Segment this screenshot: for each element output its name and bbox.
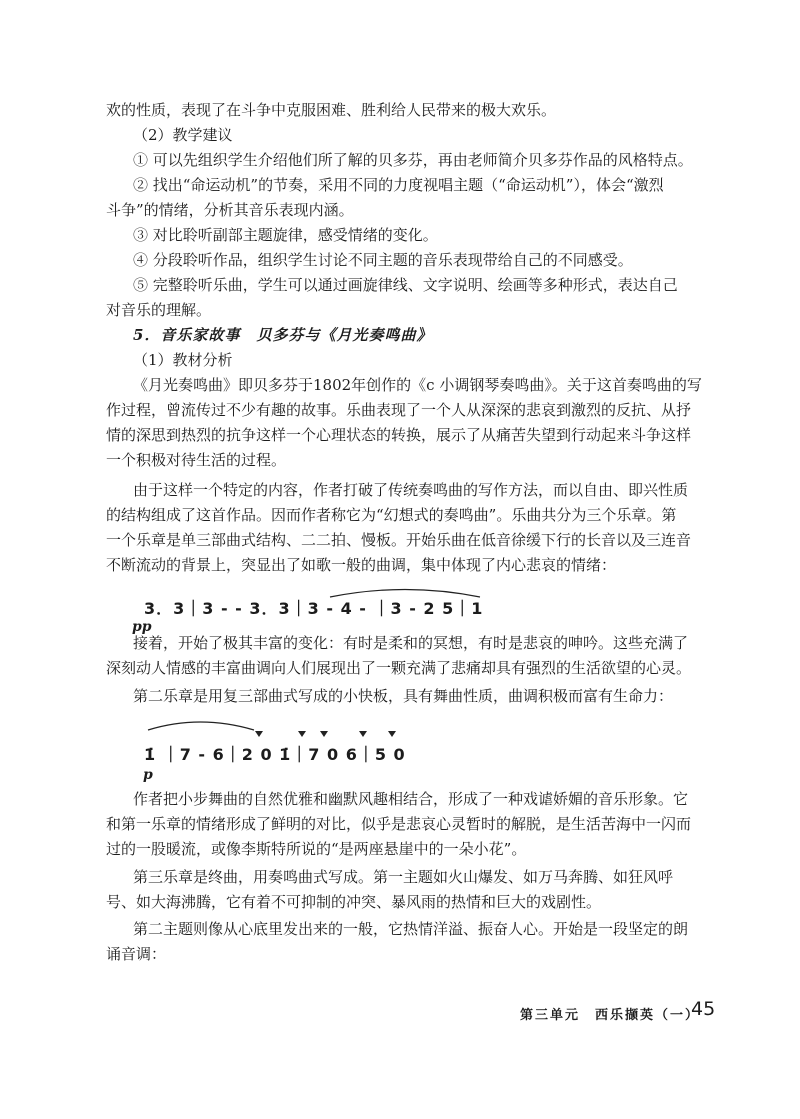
- section-title: 5．音乐家故事 贝多芬与《月光奏鸣曲》: [133, 326, 433, 344]
- paragraph-line: 不断流动的背景上，突显出了如歌一般的曲调，集中体现了内心悲哀的情绪：: [106, 556, 617, 574]
- paragraph-line: 第二乐章是用复三部曲式写成的小快板，具有舞曲性质，曲调积极而富有生命力：: [133, 687, 674, 705]
- dynamic-marking-p: p: [143, 767, 153, 783]
- paragraph-line: 第二主题则像从心底里发出来的一般，它热情洋溢、振奋人心。开始是一段坚定的朗: [133, 920, 689, 938]
- jianpu-notation-2: 1̇ ｜7 - 6｜2 0 1̇｜7 0 6｜5 0: [144, 745, 406, 764]
- paragraph-line: 深刻动人情感的丰富曲调向人们展现出了一颗充满了悲痛却具有强烈的生活欲望的心灵。: [106, 659, 692, 677]
- paragraph-line: 过的一股暖流，或像李斯特所说的“是两座悬崖中的一朵小花”。: [106, 840, 527, 858]
- paragraph-line: 一个积极对待生活的过程。: [106, 451, 287, 469]
- list-item: ① 可以先组织学生介绍他们所了解的贝多芬，再由老师简介贝多芬作品的风格特点。: [133, 151, 693, 169]
- list-item: ⑤ 完整聆听乐曲，学生可以通过画旋律线、文字说明、绘画等多种形式，表达自己: [133, 276, 678, 294]
- paragraph-line: 情的深思到热烈的抗争这样一个心理状态的转换，展示了从痛苦失望到行动起来斗争这样: [106, 426, 692, 444]
- paragraph-line: 《月光奏鸣曲》即贝多芬于1802年创作的《c 小调钢琴奏鸣曲》。关于这首奏鸣曲的写: [133, 376, 702, 394]
- page-number: 45: [691, 998, 716, 1020]
- list-item: ② 找出“命运动机”的节奏，采用不同的力度视唱主题（“命运动机”），体会“激烈: [133, 176, 664, 194]
- paragraph-line: 诵音调：: [106, 945, 167, 963]
- jianpu-notation-1: 3．3｜3 - - 3．3｜3 - 4 - ｜3 - 2 5｜1: [144, 599, 484, 618]
- paragraph-line: 作者把小步舞曲的自然优雅和幽默风趣相结合，形成了一种戏谑娇媚的音乐形象。它: [133, 790, 689, 808]
- paragraph-line: 和第一乐章的情绪形成了鲜明的对比，似乎是悲哀心灵暂时的解脱，是生活苦海中一闪而: [106, 815, 692, 833]
- paragraph-line: 号、如大海沸腾，它有着不可抑制的冲突、暴风雨的热情和巨大的戏剧性。: [106, 893, 602, 911]
- paragraph-line: 欢的性质，表现了在斗争中克服困难、胜利给人民带来的极大欢乐。: [106, 101, 557, 119]
- list-item: ④ 分段聆听作品，组织学生讨论不同主题的音乐表现带给自己的不同感受。: [133, 251, 633, 269]
- paragraph-line: 的结构组成了这首作品。因而作者称它为“幻想式的奏鸣曲”。乐曲共分为三个乐章。第: [106, 506, 677, 524]
- section-heading: （2）教学建议: [133, 126, 233, 144]
- paragraph-line: 一个乐章是单三部曲式结构、二二拍、慢板。开始乐曲在低音徐缓下行的长音以及三连音: [106, 531, 692, 549]
- subsection-heading: （1）教材分析: [133, 351, 233, 369]
- list-item-continued: 斗争”的情绪，分析其音乐表现内涵。: [106, 201, 354, 219]
- paragraph-line: 由于这样一个特定的内容，作者打破了传统奏鸣曲的写作方法，而以自由、即兴性质: [133, 481, 689, 499]
- list-item-continued: 对音乐的理解。: [106, 301, 212, 319]
- paragraph-line: 作过程，曾流传过不少有趣的故事。乐曲表现了一个人从深深的悲哀到激烈的反抗、从抒: [106, 401, 692, 419]
- dynamic-marking-pp: pp: [132, 619, 152, 635]
- paragraph-line: 第三乐章是终曲，用奏鸣曲式写成。第一主题如火山爆发、如万马奔腾、如狂风呼: [133, 868, 674, 886]
- paragraph-line: 接着，开始了极其丰富的变化：有时是柔和的冥想，有时是悲哀的呻吟。这些充满了: [133, 634, 689, 652]
- list-item: ③ 对比聆听副部主题旋律，感受情绪的变化。: [133, 226, 438, 244]
- running-footer: 第三单元 西乐撷英（一）: [520, 1008, 701, 1023]
